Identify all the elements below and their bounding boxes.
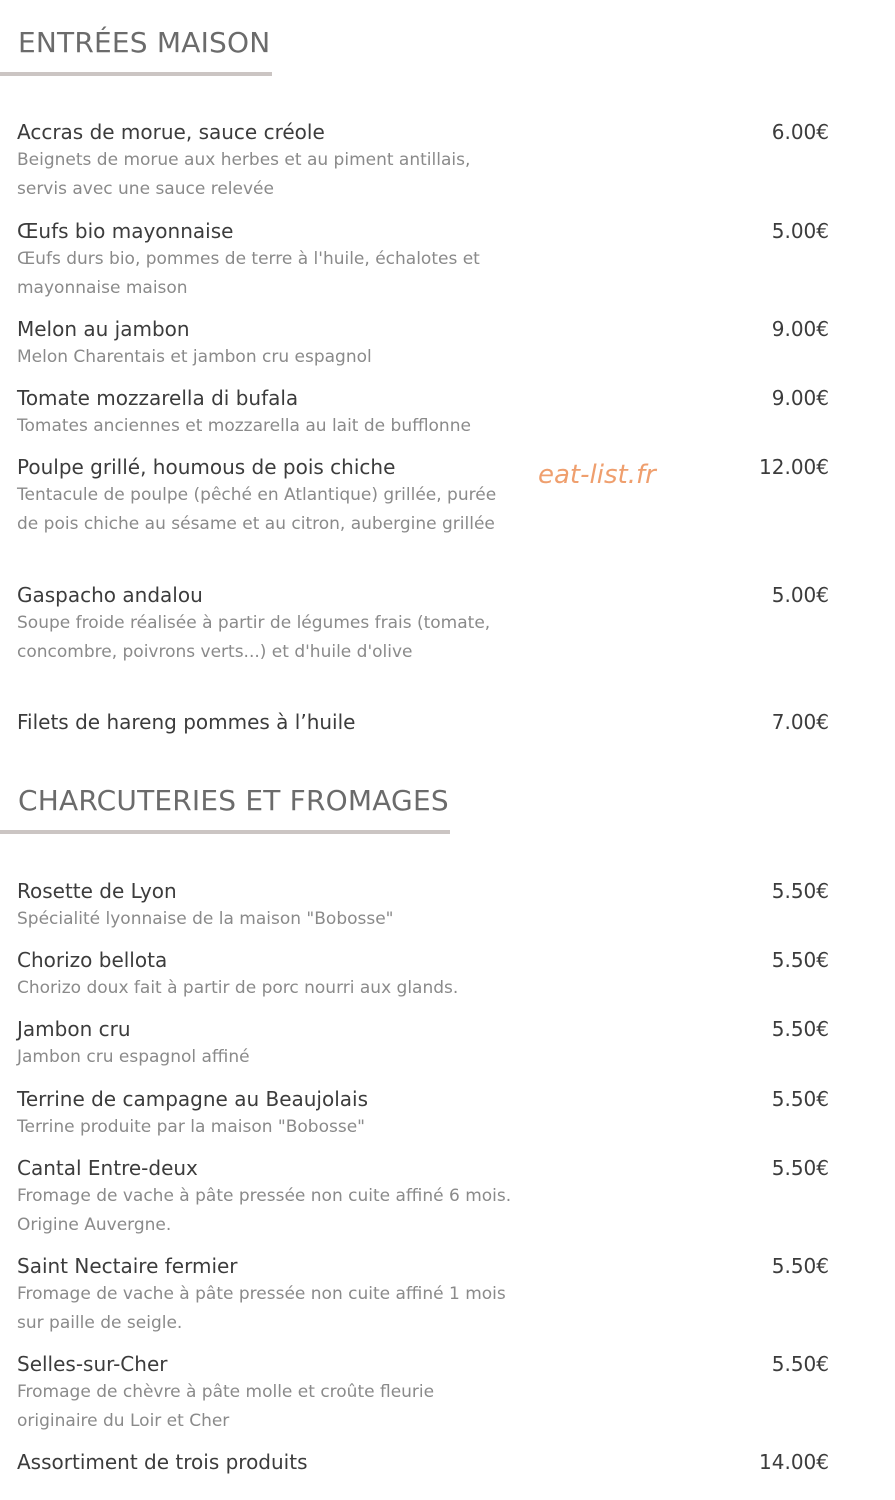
item-description: Beignets de morue aux herbes et au piment antillais, servis avec une sauce relevée (17, 150, 471, 199)
item-description: Tomates anciennes et mozzarella au lait de bufflonne (17, 416, 471, 436)
item-name: Jambon cru (17, 1017, 131, 1041)
menu-item (17, 877, 837, 934)
item-name: Tomate mozzarella di bufala (17, 386, 299, 410)
item-price: 5.50€ (771, 1156, 829, 1180)
watermark: eat-list.fr (538, 460, 656, 490)
item-price: 5.50€ (771, 1017, 829, 1041)
item-name: Accras de morue, sauce créole (17, 120, 325, 144)
item-description: Œufs durs bio, pommes de terre à l'huile, échalotes et mayonnaise maison (17, 249, 480, 298)
item-price: 6.00€ (771, 120, 829, 144)
item-price: 5.50€ (771, 1087, 829, 1111)
item-description: Fromage de vache à pâte pressée non cuite affiné 6 mois. Origine Auvergne. (17, 1186, 512, 1235)
item-price: 5.50€ (771, 1352, 829, 1376)
item-name: Terrine de campagne au Beaujolais (17, 1087, 369, 1111)
item-name: Chorizo bellota (17, 948, 168, 972)
item-name: Cantal Entre-deux (17, 1156, 198, 1180)
item-price: 9.00€ (771, 317, 829, 341)
menu-item (17, 217, 837, 303)
item-price: 14.00€ (759, 1450, 829, 1474)
item-description: Jambon cru espagnol affiné (17, 1047, 250, 1067)
item-description: Melon Charentais et jambon cru espagnol (17, 347, 372, 367)
menu-item (17, 708, 837, 736)
item-description: Tentacule de poulpe (pêché en Atlantique) grillée, purée de pois chiche au sésame et au citron, aubergine grillée (17, 485, 497, 534)
menu-item (17, 384, 837, 441)
item-name: Assortiment de trois produits (17, 1450, 308, 1474)
menu-item (17, 118, 837, 204)
item-price: 5.50€ (771, 1254, 829, 1278)
item-price: 7.00€ (771, 710, 829, 734)
item-name: Rosette de Lyon (17, 879, 177, 903)
item-name: Saint Nectaire fermier (17, 1254, 238, 1278)
item-description: Fromage de vache à pâte pressée non cuite affiné 1 mois sur paille de seigle. (17, 1284, 506, 1333)
menu-item (17, 1015, 837, 1072)
item-name: Selles-sur-Cher (17, 1352, 168, 1376)
item-price: 5.50€ (771, 948, 829, 972)
menu-item (17, 1252, 837, 1338)
section-title-entrees: ENTRÉES MAISON (18, 26, 271, 59)
menu-item (17, 946, 837, 1003)
item-price: 9.00€ (771, 386, 829, 410)
item-name: Poulpe grillé, houmous de pois chiche (17, 455, 396, 479)
item-name: Filets de hareng pommes à l’huile (17, 710, 356, 734)
item-description: Chorizo doux fait à partir de porc nourri aux glands. (17, 978, 459, 998)
menu-item (17, 1085, 837, 1142)
section-divider (0, 830, 450, 834)
item-price: 5.00€ (771, 583, 829, 607)
item-name: Œufs bio mayonnaise (17, 219, 234, 243)
menu-item (17, 1154, 837, 1240)
menu-item (17, 581, 837, 667)
item-description: Fromage de chèvre à pâte molle et croûte fleurie originaire du Loir et Cher (17, 1382, 435, 1431)
menu-item (17, 315, 837, 372)
item-price: 5.00€ (771, 219, 829, 243)
item-price: 12.00€ (759, 455, 829, 479)
item-description: Spécialité lyonnaise de la maison "Bobosse" (17, 909, 394, 929)
item-price: 5.50€ (771, 879, 829, 903)
menu-item (17, 1350, 837, 1436)
menu-item (17, 1448, 837, 1476)
item-name: Melon au jambon (17, 317, 190, 341)
item-name: Gaspacho andalou (17, 583, 203, 607)
section-divider (0, 72, 272, 76)
item-description: Terrine produite par la maison "Bobosse" (17, 1117, 365, 1137)
menu-item (17, 453, 837, 539)
section-title-charcuteries: CHARCUTERIES ET FROMAGES (18, 784, 449, 817)
item-description: Soupe froide réalisée à partir de légumes frais (tomate, concombre, poivrons verts...) et d'huile d'olive (17, 613, 491, 662)
